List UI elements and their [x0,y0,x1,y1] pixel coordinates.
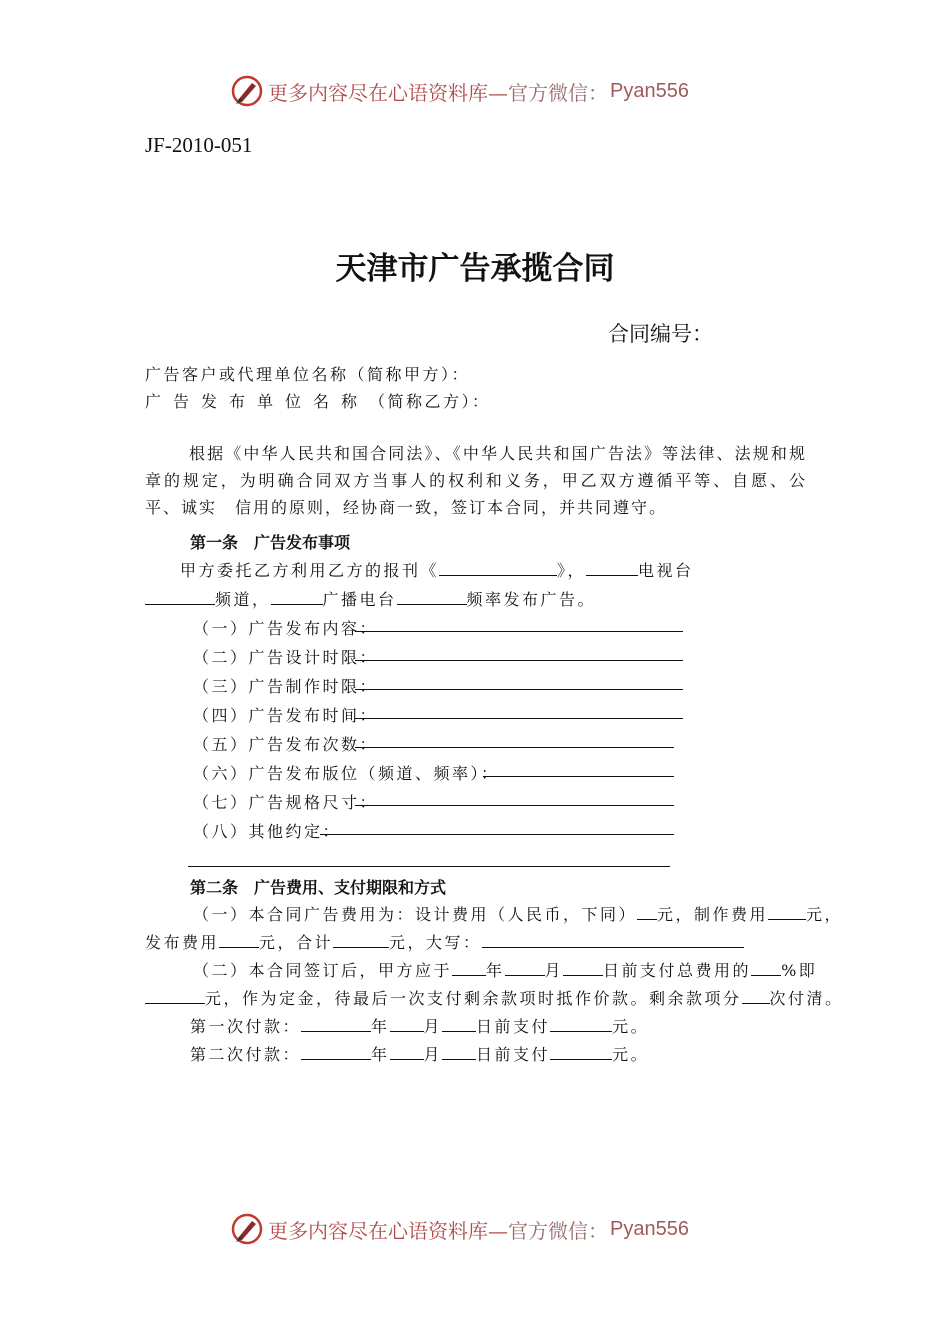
article-2-para-1-line-1 [193,902,843,925]
pay1-amount-blank[interactable] [550,1015,612,1032]
text-segment: 年 [486,961,505,980]
item-label: （四）广告发布时间： [193,706,379,725]
text-segment: 日前支付 [476,1045,551,1064]
item-5 [193,732,378,755]
article-1-heading: 第一条 广告发布事项 [190,533,351,552]
pay2-day-blank[interactable] [442,1043,476,1060]
second-payment-line [190,1042,649,1065]
document-number: JF-2010-051 [145,133,253,157]
text-segment: 》， [557,561,587,580]
deposit-day-blank[interactable] [563,959,603,976]
pay1-year-blank[interactable] [301,1015,371,1032]
article-2-para-1-line-2 [145,930,744,953]
text-segment: 次付清。 [769,989,844,1008]
extra-agreement-blank[interactable] [188,866,670,867]
item-8 [193,819,341,842]
article-1-line-2 [145,587,596,610]
text-segment: 日前支付 [476,1017,551,1036]
first-payment-line [190,1014,649,1037]
item-5-blank[interactable] [355,747,674,748]
footer-banner [230,1212,689,1246]
item-label: （八）其他约定： [193,822,342,841]
item-3-blank[interactable] [355,689,683,690]
header-banner [230,74,689,108]
frequency-blank[interactable] [397,588,467,605]
item-label: （三）广告制作时限： [193,677,379,696]
total-fee-blank[interactable] [333,931,389,948]
design-fee-blank[interactable] [637,903,657,920]
banner-wechat-id: Pyan556 [610,1217,689,1240]
pay2-month-blank[interactable] [390,1043,424,1060]
text-segment: 年 [371,1017,390,1036]
text-segment: %即 [781,961,818,980]
text-segment: 频道， [215,590,271,609]
text-segment: 频率发布广告。 [466,590,597,609]
text-segment: 元，作为定金，待最后一次支付剩余款项时抵作价款。剩余款项分 [205,989,742,1008]
deposit-amount-blank[interactable] [145,987,205,1004]
text-segment: 年 [371,1045,390,1064]
banner-wechat-id: Pyan556 [610,79,689,102]
text-segment: 月 [423,1045,443,1064]
item-2-blank[interactable] [355,660,683,661]
banner-text: 更多内容尽在心语资料库— [268,1218,508,1243]
pen-logo-icon [230,1212,264,1246]
item-label: （六）广告发布版位（频道、频率）： [193,764,500,783]
total-in-words-blank[interactable] [482,931,744,948]
text-segment: 元，制作费用 [657,905,769,924]
item-label: （二）广告设计时限： [193,648,379,667]
item-6-blank[interactable] [483,776,674,777]
text-segment: 元， [806,905,844,924]
banner-wechat-label: 官方微信： [508,80,608,105]
pay2-amount-blank[interactable] [550,1043,612,1060]
installments-blank[interactable] [742,987,770,1004]
text-segment: 广播电台 [322,590,397,609]
item-4-blank[interactable] [355,718,683,719]
item-label: （七）广告规格尺寸： [193,793,379,812]
text-segment: 电视台 [638,561,694,580]
text-segment: 日前支付总费用的 [603,961,752,980]
text-segment: 元。 [612,1017,650,1036]
article-1-line-1 [180,558,694,581]
item-3 [193,674,378,697]
article-2-para-2-line-2 [145,986,844,1009]
item-1-blank[interactable] [355,631,683,632]
text-segment: 第一次付款： [190,1017,302,1036]
contract-number-label: 合同编号： [608,322,713,346]
preamble-paragraph: 根据《中华人民共和国合同法》、《中华人民共和国广告法》等法律、法规和规章的规定，为明确合同双方当事人的权利和义务，甲乙双方遵循平等、自愿、公平、诚实 信用的原则，经协商一致，签订本合同，并共同遵守。 [145,444,807,517]
pay1-month-blank[interactable] [390,1015,424,1032]
text-segment: 第二次付款： [190,1045,302,1064]
party-b-label [145,389,491,412]
page-title: 天津市广告承揽合同 [335,251,615,287]
item-2 [193,645,378,668]
article-2-para-2-line-1 [193,958,817,981]
text-segment: 月 [423,1017,443,1036]
item-1 [193,616,378,639]
text-segment: 月 [544,961,564,980]
text-segment: 发布费用 [145,933,220,952]
party-a-label: 广告客户或代理单位名称（简称甲方）： [145,365,471,384]
item-6 [193,761,500,784]
deposit-month-blank[interactable] [505,959,545,976]
text-segment: 甲方委托乙方利用乙方的报刊《 [180,561,440,580]
channel-blank[interactable] [145,588,215,605]
item-7 [193,790,378,813]
item-label: （一）广告发布内容： [193,619,379,638]
newspaper-name-blank[interactable] [439,559,557,576]
text-segment: （二）本合同签订后，甲方应于 [193,961,453,980]
production-fee-blank[interactable] [768,903,806,920]
text-segment: 元，大写： [389,933,482,952]
radio-station-blank[interactable] [271,588,323,605]
party-b-label-rest: （简称乙方）： [369,392,491,411]
pay1-day-blank[interactable] [442,1015,476,1032]
pay2-year-blank[interactable] [301,1043,371,1060]
publishing-fee-blank[interactable] [219,931,259,948]
deposit-year-blank[interactable] [452,959,486,976]
banner-text: 更多内容尽在心语资料库— [268,80,508,105]
pen-logo-icon [230,74,264,108]
tv-station-blank[interactable] [586,559,638,576]
item-4 [193,703,378,726]
text-segment: 元，合计 [259,933,334,952]
item-7-blank[interactable] [355,805,674,806]
party-b-label-name: 广告发布单位名称 [145,392,370,411]
banner-wechat-label: 官方微信： [508,1218,608,1243]
deposit-percent-blank[interactable] [751,959,781,976]
article-2-heading: 第二条 广告费用、支付期限和方式 [190,878,447,897]
item-8-blank[interactable] [320,834,674,835]
item-label: （五）广告发布次数： [193,735,379,754]
text-segment: （一）本合同广告费用为：设计费用（人民币，下同） [193,905,638,924]
text-segment: 元。 [612,1045,650,1064]
